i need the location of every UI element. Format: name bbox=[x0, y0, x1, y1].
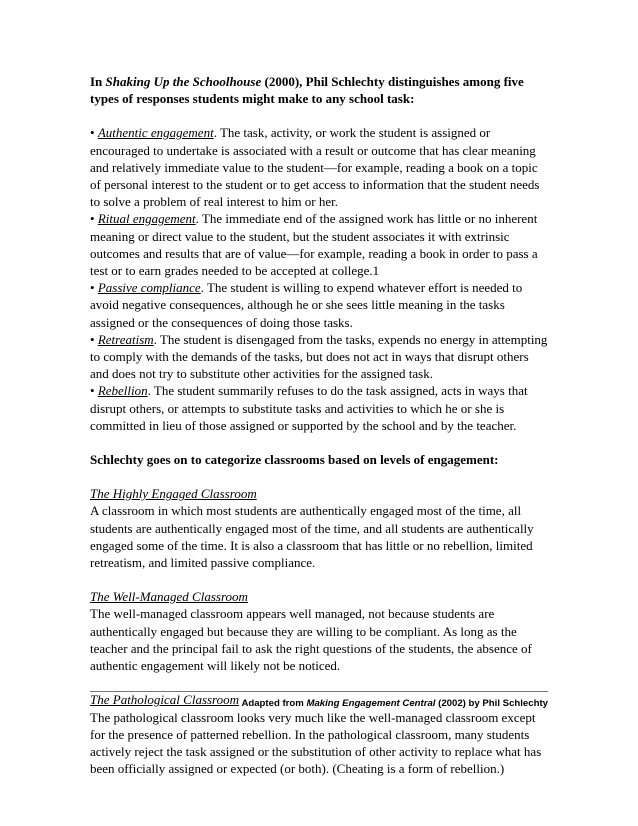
classroom-description: The well-managed classroom appears well managed, not because students are authentically engaged but because they are willing to be compliant. As long as the teacher and the principal fail to ask the right questions of the students, the absence of authentic engagement will likely not be noticed. bbox=[90, 606, 532, 674]
response-text: . The immediate end of the assigned work has little or no inherent meaning or direct value to the student, but the student associates it with extrinsic outcomes and results that are of value—for example, reading a book in order to pass a test or to earn grades needed to be accepted at college.1 bbox=[90, 211, 538, 279]
bullet-marker: • bbox=[90, 125, 98, 141]
classroom-description: A classroom in which most students are authentically engaged most of the time, all students are authentically engaged most of the time, and all students are authentically engaged some of the time. It is also a classroom that has little or no rebellion, limited retreatism, and limited passive compliance. bbox=[90, 503, 534, 571]
classroom-well-managed bbox=[90, 588, 550, 674]
response-text: . The student is disengaged from the tasks, expends no energy in attempting to comply with the demands of the tasks, but does not act in ways that disrupt others and does not try to substitute other activities for the assigned task. bbox=[90, 331, 548, 382]
classroom-title: The Well-Managed Classroom bbox=[90, 589, 248, 605]
response-term: Rebellion bbox=[97, 383, 148, 399]
response-term: Passive compliance bbox=[97, 280, 201, 296]
footer-suffix: (2002) by Phil Schlechty bbox=[435, 698, 548, 709]
footer-prefix: Adapted from bbox=[241, 698, 307, 709]
bullet-marker: • bbox=[90, 280, 98, 296]
response-list bbox=[90, 124, 550, 434]
bullet-marker: • bbox=[90, 331, 98, 347]
response-text: . The task, activity, or work the student is assigned or encouraged to undertake is associated with a result or outcome that has clear meaning and relatively immediate value to the student—for example, reading a book on a topic of personal interest to the student or to get access to information that the student needs to solve a problem of real interest to him or her. bbox=[90, 125, 540, 210]
response-text: . The student is willing to expend whatever effort is needed to avoid negative consequences, although he or she sees little meaning in the tasks assigned or the consequences of doing those tasks. bbox=[90, 280, 523, 330]
bullet-marker: • bbox=[90, 383, 98, 399]
intro-rest: (2000), Phil Schlechty distinguishes among five types of responses students might make to any school task: bbox=[90, 74, 524, 107]
bullet-marker: • bbox=[90, 211, 98, 227]
intro-prefix: In bbox=[90, 74, 106, 89]
classroom-highly-engaged bbox=[90, 485, 550, 571]
footer-divider bbox=[90, 691, 548, 692]
classroom-title: The Pathological Classroom bbox=[90, 692, 240, 708]
response-item-passive-compliance bbox=[90, 279, 550, 331]
response-item-ritual-engagement bbox=[90, 210, 550, 279]
footer-citation bbox=[90, 698, 548, 710]
response-item-rebellion bbox=[90, 382, 550, 434]
document-body bbox=[90, 73, 550, 777]
intro-paragraph bbox=[90, 73, 550, 107]
section-heading: Schlechty goes on to categorize classrooms based on levels of engagement: bbox=[90, 452, 499, 468]
response-text: . The student summarily refuses to do the task assigned, acts in ways that disrupt others, or attempts to substitute tasks and activities to which he or she is committed in lieu of those assigned or supported by the school and by the teacher. bbox=[90, 383, 528, 433]
footer-source-title: Making Engagement Central bbox=[306, 698, 436, 709]
response-term: Ritual engagement bbox=[97, 211, 196, 227]
response-item-retreatism bbox=[90, 331, 550, 383]
classroom-description: The pathological classroom looks very much like the well-managed classroom except for the presence of patterned rebellion. In the pathological classroom, many students actively reject the task assigned or the substitution of other activity to replace what has been officially assigned or expected (or both). (Cheating is a form of rebellion.) bbox=[90, 709, 542, 777]
response-item-authentic-engagement bbox=[90, 124, 550, 210]
classroom-title: The Highly Engaged Classroom bbox=[90, 486, 257, 502]
response-term: Authentic engagement bbox=[97, 125, 214, 141]
intro-book-title: Shaking Up the Schoolhouse bbox=[105, 74, 262, 89]
response-term: Retreatism bbox=[97, 331, 154, 347]
